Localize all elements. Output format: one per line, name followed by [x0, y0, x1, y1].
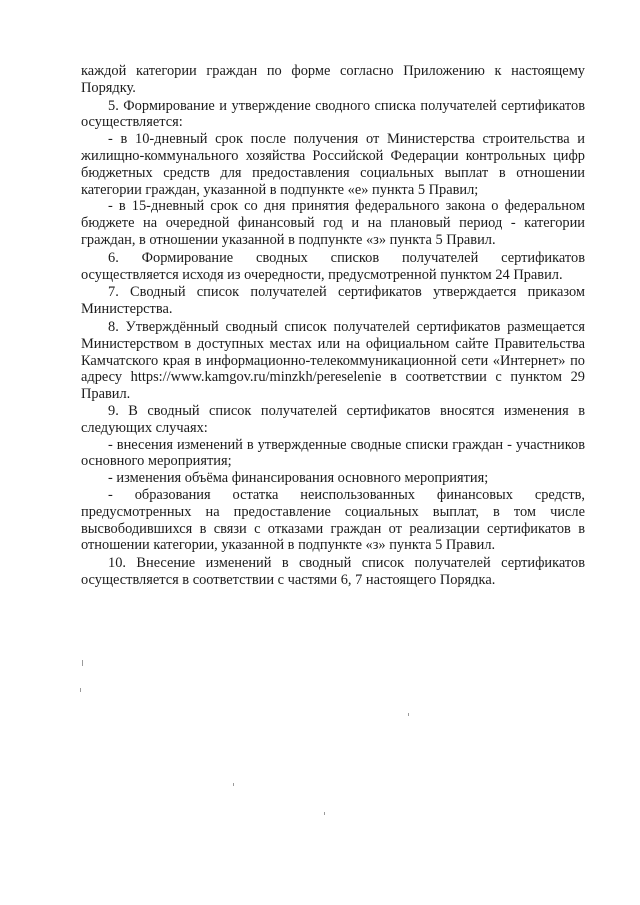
paragraph-item-5-dash-1: - в 10-дневный срок после получения от Министерства строительства и жилищно-коммунального хозяйства Российской Федерации контрольных цифр бюджетных средств для предоставления социальных выплат в отношении категории граждан, указанной в подпункте «е» пункта 5 Правил;: [81, 131, 585, 198]
paragraph-item-10: 10. Внесение изменений в сводный список получателей сертификатов осуществляется в соответствии с частями 6, 7 настоящего Порядка.: [81, 555, 585, 588]
paragraph-item-9: 9. В сводный список получателей сертификатов вносятся изменения в следующих случаях:: [81, 402, 585, 436]
paragraph-item-7: 7. Сводный список получателей сертификатов утверждается приказом Министерства.: [81, 284, 585, 318]
paragraph-item-6: 6. Формирование сводных списков получателей сертификатов осуществляется исходя из очередности, предусмотренной пунктом 24 Правил.: [81, 249, 585, 283]
paragraph-item-9-dash-2: - изменения объёма финансирования основного мероприятия;: [108, 470, 489, 487]
scan-speck: [233, 783, 234, 786]
paragraph-item-9-dash-1: - внесения изменений в утвержденные сводные списки граждан - участников основного мероприятия;: [81, 436, 585, 470]
paragraph-item-5-dash-2: - в 15-дневный срок со дня принятия федерального закона о федеральном бюджете на очередной финансовый год и на плановый период - категории граждан, в отношении указанной в подпункте «з» пункта 5 Правил.: [81, 198, 585, 248]
paragraph-item-8: 8. Утверждённый сводный список получателей сертификатов размещается Министерством в доступных местах или на официальном сайте Правительства Камчатского края в информационно-телекоммуникационной сети «Интернет» по адресу https://www.kamgov.ru/minzkh/pereselenie в соответствии с пунктом 29 Правил.: [81, 318, 585, 403]
paragraph-continuation: каждой категории граждан по форме согласно Приложению к настоящему Порядку.: [81, 63, 585, 96]
scan-speck: [82, 660, 83, 666]
document-body: [81, 63, 585, 589]
scan-speck: [408, 713, 409, 716]
paragraph-item-9-dash-3: - образования остатка неиспользованных финансовых средств, предусмотренных на предоставление социальных выплат, в том числе высвободившихся в связи с отказами граждан от реализации сертификатов в отношении категории, указанной в подпункте «з» пункта 5 Правил.: [81, 486, 585, 554]
paragraph-item-5: 5. Формирование и утверждение сводного списка получателей сертификатов осуществляется:: [81, 97, 585, 131]
scan-speck: [80, 688, 81, 692]
scan-speck: [324, 812, 325, 815]
